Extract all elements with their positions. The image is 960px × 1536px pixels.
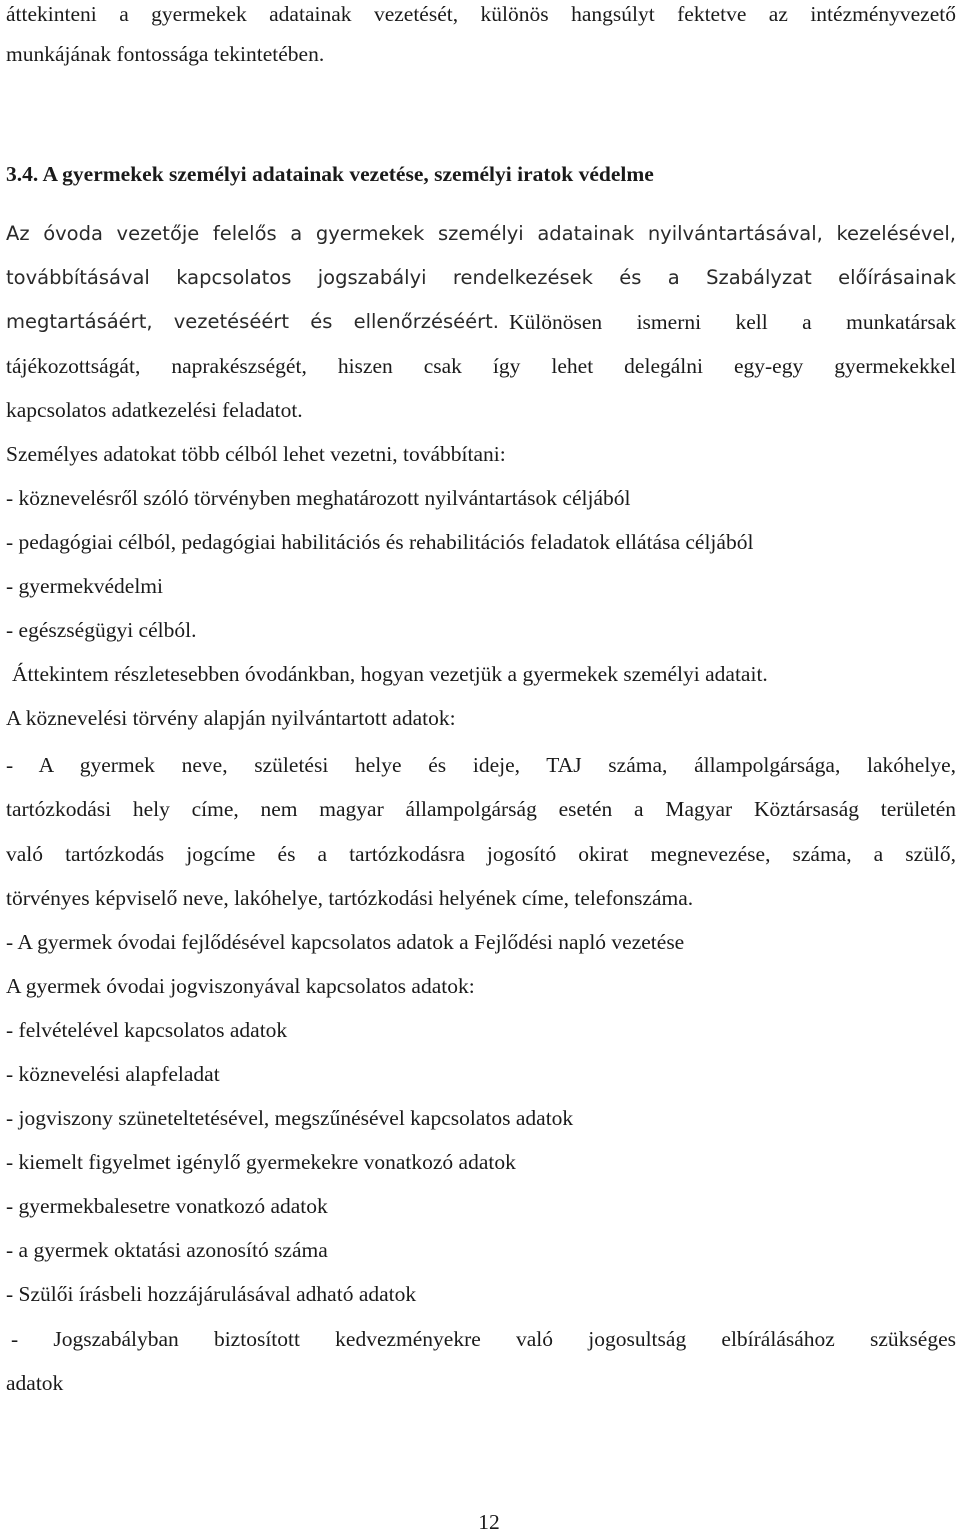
- legal-item: - gyermekbalesetre vonatkozó adatok: [6, 1194, 328, 1218]
- legal-item: - Szülői írásbeli hozzájárulásával adható adatok: [6, 1282, 417, 1306]
- paragraph1-line-3a: megtartásáért, vezetéséért és ellenőrzéséért.: [6, 310, 499, 333]
- purpose-item: - egészségügyi célból.: [6, 618, 197, 642]
- legal-item: - a gyermek oktatási azonosító száma: [6, 1238, 328, 1262]
- purpose-item: - köznevelésről szóló törvényben meghatározott nyilvántartások céljából: [6, 486, 631, 510]
- paragraph1-line-5: kapcsolatos adatkezelési feladatot.: [6, 398, 303, 422]
- paragraph1-line-3: [6, 308, 956, 336]
- intro-line-1: áttekinteni a gyermekek adatainak vezetését, különös hangsúlyt fektetve az intézményvezető: [6, 2, 956, 26]
- intro-line-2: munkájának fontossága tekintetében.: [6, 42, 325, 66]
- legal-last-line-1: - Jogszabályban biztosított kedvezményekre való jogosultság elbírálásához szükséges: [11, 1327, 956, 1351]
- legal-intro: A gyermek óvodai jogviszonyával kapcsolatos adatok:: [6, 974, 475, 998]
- registered-item1-line-2: tartózkodási hely címe, nem magyar állampolgárság esetén a Magyar Köztársaság területén: [6, 797, 956, 821]
- legal-last-line-2: adatok: [6, 1371, 64, 1395]
- section-heading: 3.4. A gyermekek személyi adatainak vezetése, személyi iratok védelme: [6, 162, 654, 186]
- registered-intro: A köznevelési törvény alapján nyilvántartott adatok:: [6, 706, 456, 730]
- paragraph1-line-2: továbbításával kapcsolatos jogszabályi rendelkezések és a Szabályzat előírásainak: [6, 266, 956, 289]
- legal-item: - kiemelt figyelmet igénylő gyermekekre vonatkozó adatok: [6, 1150, 516, 1174]
- page-number: 12: [478, 1510, 500, 1534]
- legal-item: - köznevelési alapfeladat: [6, 1062, 220, 1086]
- paragraph1-line-3b: Különösen ismerni kell a munkatársak: [509, 310, 956, 334]
- registered-item2: - A gyermek óvodai fejlődésével kapcsolatos adatok a Fejlődési napló vezetése: [6, 930, 685, 954]
- registered-item1-line-1: - A gyermek neve, születési helye és ideje, TAJ száma, állampolgársága, lakóhelye,: [6, 753, 956, 777]
- purpose-item: - gyermekvédelmi: [6, 574, 164, 598]
- purposes-intro: Személyes adatokat több célból lehet vezetni, továbbítani:: [6, 442, 506, 466]
- legal-item: - jogviszony szüneteltetésével, megszűnésével kapcsolatos adatok: [6, 1106, 574, 1130]
- registered-item1-line-3: való tartózkodás jogcíme és a tartózkodásra jogosító okirat megnevezése, száma, a szülő,: [6, 842, 956, 866]
- purpose-item: - pedagógiai célból, pedagógiai habilitációs és rehabilitációs feladatok ellátása céljából: [6, 530, 754, 554]
- review-sentence: Áttekintem részletesebben óvodánkban, hogyan vezetjük a gyermekek személyi adatait.: [12, 662, 768, 686]
- registered-item1-line-4: törvényes képviselő neve, lakóhelye, tartózkodási helyének címe, telefonszáma.: [6, 886, 694, 910]
- paragraph1-line-1: Az óvoda vezetője felelős a gyermekek személyi adatainak nyilvántartásával, kezelésével,: [6, 222, 956, 245]
- paragraph1-line-4: tájékozottságát, naprakészségét, hiszen csak így lehet delegálni egy-egy gyermekekkel: [6, 354, 956, 378]
- legal-item: - felvételével kapcsolatos adatok: [6, 1018, 288, 1042]
